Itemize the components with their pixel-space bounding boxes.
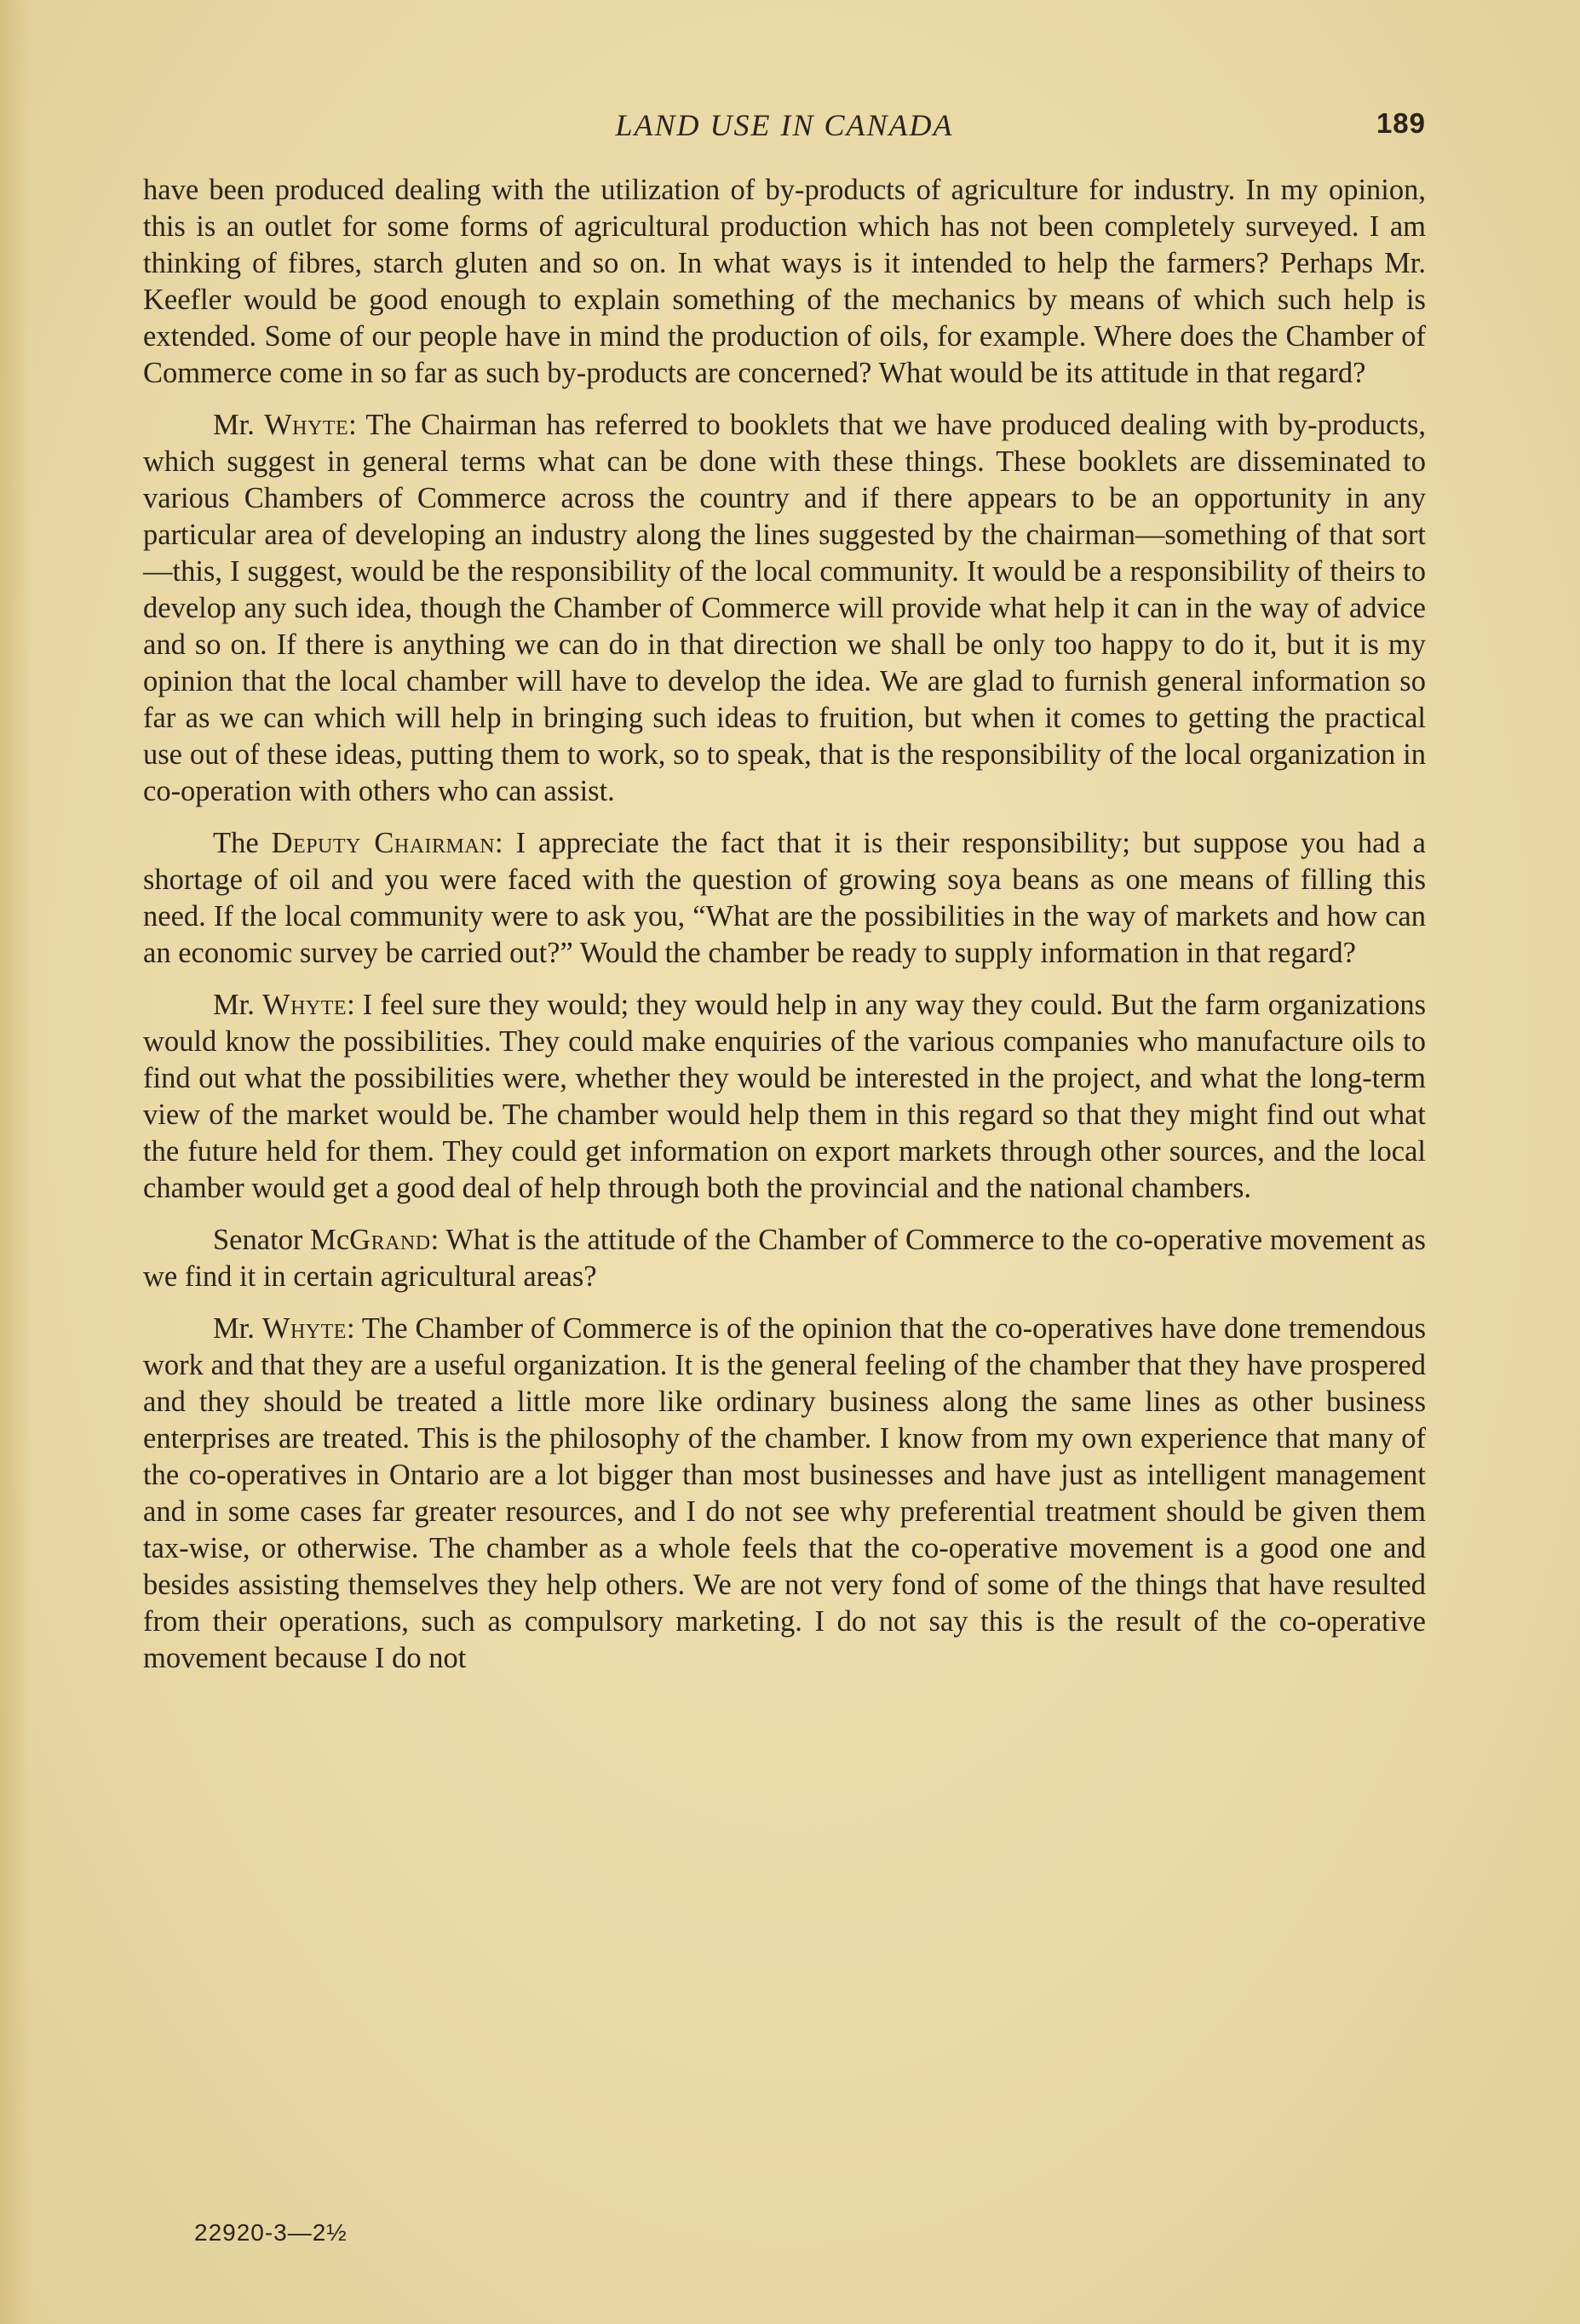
body-text [143,172,1426,1692]
page-number: 189 [1376,107,1426,139]
paragraph-text: : I appreciate the fact that it is their responsibility; but suppose you had a shortage of oil and you were faced with the question of growing soya beans as one means of filling this need. If the local community were to ask you, “What are the possibilities in the way of markets and how can an economic survey be carried out?” Would the chamber be ready to supply information in that regard? [143,827,1426,969]
speaker-prefix: Mr. [213,989,263,1021]
paragraph-mcgrand [143,1222,1426,1295]
speaker-prefix: Mr. [213,409,265,441]
paragraph-whyte-3 [143,1311,1426,1677]
page-header [143,99,1426,150]
speaker-prefix: Senator Mc [213,1224,350,1256]
speaker-name: Grand [349,1224,431,1256]
paragraph-whyte-2 [143,987,1426,1207]
paragraph-text: : I feel sure they would; they would help in any way they could. But the farm organizations would know the possibilities. They could make enquiries of the various companies who manufacture oils to find out what the possibilities were, whether they would be interested in the project, and what the long-term view of the market would be. The chamber would help them in this regard so that they might find out what the future held for them. They could get information on export markets through other sources, and the local chamber would get a good deal of help through both the provincial and the national chambers. [143,989,1427,1204]
speaker-prefix: The [213,827,272,859]
paragraph-text: have been produced dealing with the utilization of by-products of agriculture for industry. In my opinion, this is an outlet for some forms of agricultural production which has not been completely surveyed. I am thinking of fibres, starch gluten and so on. In what ways is it intended to help the farmers? Perhaps Mr. Keefler would be good enough to explain something of the mechanics by means of which such help is extended. Some of our people have in mind the production of oils, for example. Where does the Chamber of Commerce come in so far as such by-products are concerned? What would be its attitude in that regard? [143,174,1426,389]
printer-code: 22920-3—2½ [194,2219,348,2246]
speaker-name: Deputy Chairman [271,827,496,859]
speaker-name: Whyte [264,409,349,441]
speaker-prefix: Mr. [213,1312,262,1345]
running-title: LAND USE IN CANADA [615,108,954,142]
paragraph-text: : The Chairman has referred to booklets that we have produced dealing with by-products, which suggest in general terms what can be done with these things. These booklets are disseminated to various Chambers of Commerce across the country and if there appears to be an opportunity in any particular area of developing an industry along the lines suggested by the chairman—something of that sort—this, I suggest, would be the responsibility of the local community. It would be a responsibility of theirs to develop any such idea, though the Chamber of Commerce will provide what help it can in the way of advice and so on. If there is anything we can do in that direction we shall be only too happy to do it, but it is my opinion that the local chamber will have to develop the idea. We are glad to furnish general information so far as we can which will help in bringing such ideas to fruition, but when it comes to getting the practical use out of these ideas, putting them to work, so to speak, that is the responsibility of the local organization in co-operation with others who can assist. [143,409,1427,807]
speaker-name: Whyte [261,1312,347,1345]
paragraph-whyte-1 [143,407,1426,810]
paragraph-deputy-chairman [143,825,1426,972]
speaker-name: Whyte [262,989,348,1021]
paragraph-text: : What is the attitude of the Chamber of Commerce to the co-operative movement as we find it in certain agricultural areas? [143,1224,1426,1293]
paragraph-continuation [143,172,1426,392]
paragraph-text: : The Chamber of Commerce is of the opinion that the co-operatives have done tremendous work and that they are a useful organization. It is the general feeling of the chamber that they have prospered and they should be treated a little more like ordinary business along the same lines as other business enterprises are treated. This is the philosophy of the chamber. I know from my own experience that many of the co-operatives in Ontario are a lot bigger than most businesses and have just as intelligent management and in some cases far greater resources, and I do not see why preferential treatment should be given them tax-wise, or otherwise. The chamber as a whole feels that the co-operative movement is a good one and besides assisting themselves they help others. We are not very fond of some of the things that have resulted from their operations, such as compulsory marketing. I do not say this is the result of the co-operative movement because I do not [143,1312,1426,1674]
